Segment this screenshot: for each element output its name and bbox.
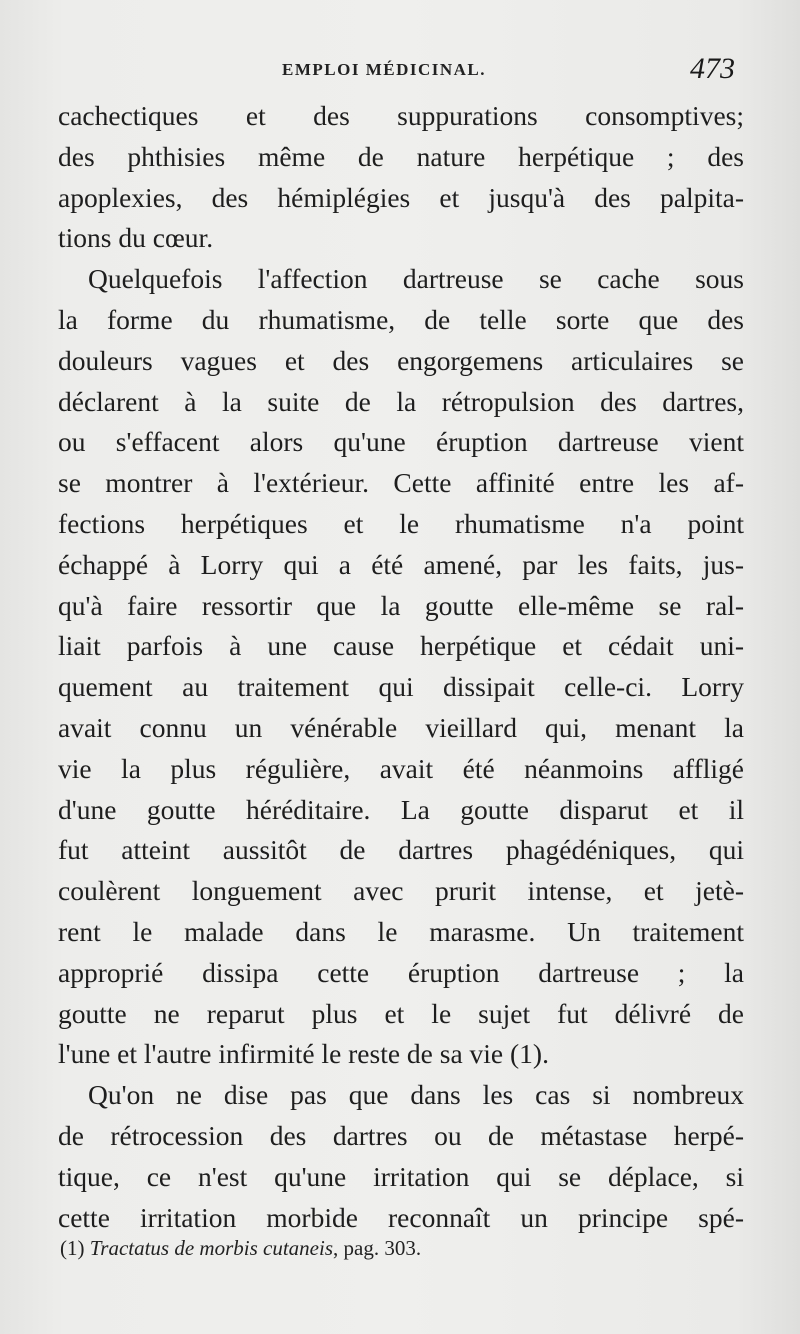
text-line: goutte ne reparut plus et le sujet fut délivré de: [58, 997, 744, 1029]
body-text: [58, 96, 744, 1238]
footnote: [60, 1236, 421, 1261]
text-line: qu'à faire ressortir que la goutte elle-même se ral-: [58, 589, 744, 621]
text-line: cachectiques et des suppurations consomptives;: [58, 100, 744, 131]
text-line: douleurs vagues et des engorgemens articulaires se: [58, 344, 744, 376]
text-line: quement au traitement qui dissipait celle-ci. Lorry: [58, 671, 744, 703]
text-line: fections herpétiques et le rhumatisme n'a point: [58, 507, 744, 539]
text-line: vie la plus régulière, avait été néanmoins affligé: [58, 752, 744, 784]
text-line: avait connu un vénérable vieillard qui, menant la: [58, 711, 744, 743]
text-line: Quelquefois l'affection dartreuse se cache sous: [88, 263, 744, 295]
page-header: [0, 52, 800, 92]
footnote-reference: , pag. 303.: [333, 1236, 422, 1260]
text-line: ou s'effacent alors qu'une éruption dartreuse vient: [58, 426, 744, 458]
text-line: l'une et l'autre infirmité le reste de sa vie (1).: [58, 1038, 549, 1070]
text-line: fut atteint aussitôt de dartres phagédéniques, qui: [58, 834, 744, 866]
running-head: EMPLOI MÉDICINAL.: [282, 60, 487, 79]
text-line: rent le malade dans le marasme. Un traitement: [58, 915, 744, 947]
text-line: cette irritation morbide reconnaît un principe spé-: [58, 1201, 744, 1233]
text-line: apoplexies, des hémiplégies et jusqu'à des palpita-: [58, 181, 744, 213]
text-line: de rétrocession des dartres ou de métastase herpé-: [58, 1119, 744, 1151]
text-line: tions du cœur.: [58, 222, 214, 254]
text-line: la forme du rhumatisme, de telle sorte que des: [58, 303, 744, 335]
text-line: liait parfois à une cause herpétique et cédait uni-: [58, 630, 744, 662]
text-line: tique, ce n'est qu'une irritation qui se déplace, si: [58, 1160, 744, 1192]
text-line: approprié dissipa cette éruption dartreuse ; la: [58, 956, 744, 988]
text-line: échappé à Lorry qui a été amené, par les faits, jus-: [58, 548, 744, 580]
text-line: d'une goutte héréditaire. La goutte disparut et il: [58, 793, 744, 825]
text-line: des phthisies même de nature herpétique ; des: [58, 140, 744, 172]
text-line: se montrer à l'extérieur. Cette affinité entre les af-: [58, 467, 744, 499]
page-number: 473: [690, 52, 735, 85]
footnote-title: Tractatus de morbis cutaneis: [89, 1236, 334, 1260]
text-line: coulèrent longuement avec prurit intense, et jetè-: [58, 875, 744, 907]
footnote-marker: (1): [60, 1236, 85, 1260]
text-line: déclarent à la suite de la rétropulsion des dartres,: [58, 385, 744, 417]
text-line: Qu'on ne dise pas que dans les cas si nombreux: [88, 1079, 744, 1111]
